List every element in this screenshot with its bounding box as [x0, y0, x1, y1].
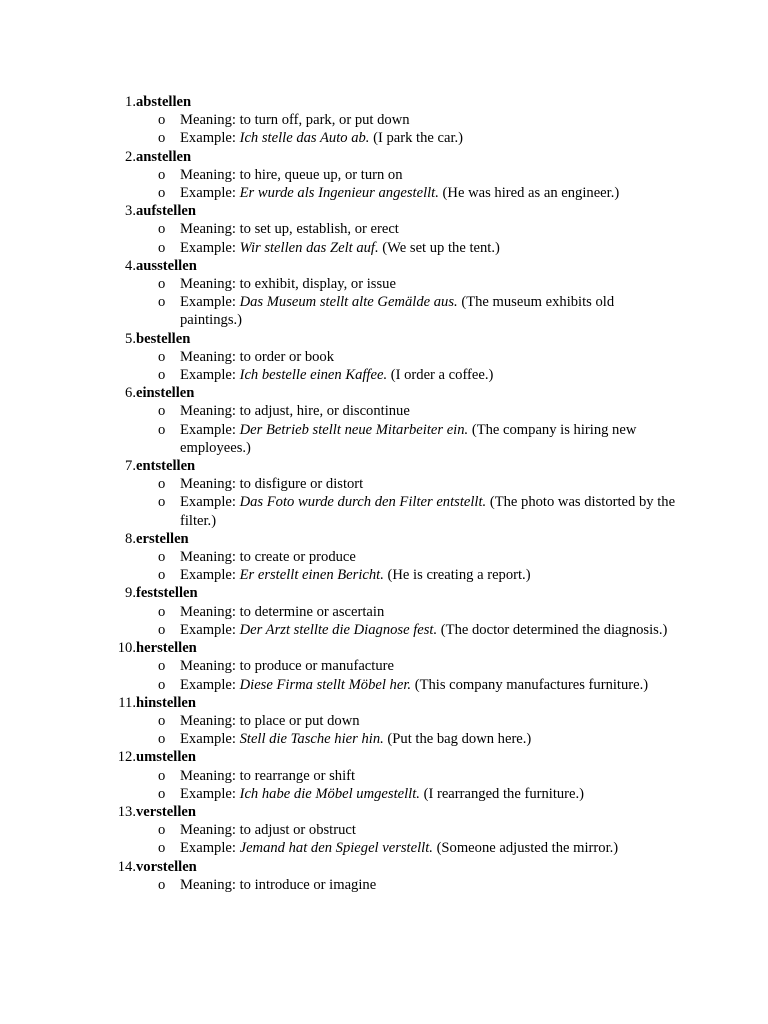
item-number: 6.	[125, 385, 136, 402]
list-item	[96, 639, 676, 694]
bullet-icon: o	[158, 494, 166, 511]
bullet-icon: o	[158, 294, 166, 311]
bullet-icon: o	[158, 166, 166, 183]
verb-word: feststellen	[136, 585, 198, 602]
sub-list	[96, 402, 676, 457]
sub-list	[96, 111, 676, 147]
bullet-icon: o	[158, 731, 166, 748]
meaning-item: o Meaning: to place or put down	[158, 712, 360, 729]
example-item: o Example: Das Museum stellt alte Gemälde aus. (The museum exhibits old paintings.)	[158, 294, 615, 329]
bullet-icon: o	[158, 785, 166, 802]
example-item: o Example: Wir stellen das Zelt auf. (We set up the tent.)	[158, 239, 500, 256]
bullet-icon: o	[158, 221, 166, 238]
meaning-item: o Meaning: to exhibit, display, or issue	[158, 276, 396, 293]
sub-list	[96, 548, 676, 584]
verb-word: vorstellen	[136, 858, 197, 875]
list-item	[96, 694, 676, 749]
bullet-icon: o	[158, 712, 166, 729]
example-item: o Example: Diese Firma stellt Möbel her. (This company manufactures furniture.)	[158, 676, 649, 693]
verb-word: erstellen	[136, 530, 189, 547]
list-item	[96, 584, 676, 639]
bullet-icon: o	[158, 403, 166, 420]
verb-word: abstellen	[136, 94, 192, 110]
item-number: 8.	[125, 530, 136, 547]
list-item	[96, 858, 676, 894]
example-item: o Example: Ich bestelle einen Kaffee. (I order a coffee.)	[158, 367, 494, 384]
example-item: o Example: Ich stelle das Auto ab. (I park the car.)	[158, 130, 464, 147]
item-number: 1.	[125, 94, 136, 110]
sub-list	[96, 767, 676, 803]
item-number: 2.	[125, 148, 136, 165]
bullet-icon: o	[158, 621, 166, 638]
item-number: 3.	[125, 203, 136, 220]
example-item: o Example: Das Foto wurde durch den Filter entstellt. (The photo was distorted by the filter.)	[158, 494, 676, 529]
item-number: 12.	[117, 749, 136, 766]
meaning-item: o Meaning: to produce or manufacture	[158, 658, 394, 675]
bullet-icon: o	[158, 421, 166, 438]
verb-word: aufstellen	[136, 203, 196, 220]
list-item	[96, 748, 676, 803]
example-item: o Example: Ich habe die Möbel umgestellt. (I rearranged the furniture.)	[158, 785, 585, 802]
bullet-icon: o	[158, 367, 166, 384]
example-item: o Example: Er wurde als Ingenieur angestellt. (He was hired as an engineer.)	[158, 185, 620, 202]
sub-list	[96, 275, 676, 330]
list-item	[96, 257, 676, 330]
bullet-icon: o	[158, 185, 166, 202]
list-item	[96, 93, 676, 148]
item-number: 10.	[117, 640, 136, 657]
meaning-item: o Meaning: to introduce or imagine	[158, 876, 377, 893]
meaning-item: o Meaning: to order or book	[158, 348, 335, 365]
meaning-item: o Meaning: to turn off, park, or put down	[158, 112, 410, 129]
sub-list	[96, 876, 676, 894]
item-number: 11.	[118, 694, 136, 711]
sub-list	[96, 821, 676, 857]
example-item: o Example: Der Betrieb stellt neue Mitarbeiter ein. (The company is hiring new employees.)	[158, 421, 637, 456]
item-number: 7.	[125, 458, 136, 475]
bullet-icon: o	[158, 840, 166, 857]
list-item	[96, 803, 676, 858]
example-item: o Example: Er erstellt einen Bericht. (He is creating a report.)	[158, 567, 531, 584]
bullet-icon: o	[158, 567, 166, 584]
bullet-icon: o	[158, 348, 166, 365]
meaning-item: o Meaning: to create or produce	[158, 549, 356, 566]
bullet-icon: o	[158, 658, 166, 675]
verb-word: bestellen	[136, 330, 191, 347]
list-item	[96, 457, 676, 530]
meaning-item: o Meaning: to determine or ascertain	[158, 603, 385, 620]
sub-list	[96, 712, 676, 748]
meaning-item: o Meaning: to rearrange or shift	[158, 767, 356, 784]
meaning-item: o Meaning: to adjust, hire, or discontinue	[158, 403, 410, 420]
meaning-item: o Meaning: to adjust or obstruct	[158, 822, 356, 839]
meaning-item: o Meaning: to set up, establish, or erect	[158, 221, 399, 238]
sub-list	[96, 657, 676, 693]
bullet-icon: o	[158, 112, 166, 129]
bullet-icon: o	[158, 476, 166, 493]
list-item	[96, 148, 676, 203]
bullet-icon: o	[158, 130, 166, 147]
meaning-item: o Meaning: to disfigure or distort	[158, 476, 364, 493]
example-item: o Example: Jemand hat den Spiegel verstellt. (Someone adjusted the mirror.)	[158, 840, 619, 857]
sub-list	[96, 603, 676, 639]
verb-word: herstellen	[136, 640, 197, 657]
bullet-icon: o	[158, 767, 166, 784]
list-item	[96, 202, 676, 257]
item-number: 14.	[117, 858, 136, 875]
item-number: 13.	[117, 803, 136, 820]
bullet-icon: o	[158, 239, 166, 256]
example-item: o Example: Stell die Tasche hier hin. (Put the bag down here.)	[158, 731, 532, 748]
item-number: 5.	[125, 330, 136, 347]
sub-list	[96, 475, 676, 530]
verb-word: ausstellen	[136, 257, 197, 274]
verb-word: entstellen	[136, 458, 196, 475]
bullet-icon: o	[158, 822, 166, 839]
sub-list	[96, 220, 676, 256]
item-number: 4.	[125, 257, 136, 274]
vocabulary-list	[96, 93, 676, 894]
example-item: o Example: Der Arzt stellte die Diagnose fest. (The doctor determined the diagnosis.)	[158, 621, 668, 638]
verb-word: anstellen	[136, 148, 192, 165]
verb-word: verstellen	[136, 803, 196, 820]
list-item	[96, 330, 676, 385]
bullet-icon: o	[158, 549, 166, 566]
verb-word: einstellen	[136, 385, 195, 402]
list-item	[96, 384, 676, 457]
bullet-icon: o	[158, 876, 166, 893]
bullet-icon: o	[158, 603, 166, 620]
verb-word: umstellen	[136, 749, 196, 766]
sub-list	[96, 348, 676, 384]
sub-list	[96, 166, 676, 202]
bullet-icon: o	[158, 276, 166, 293]
meaning-item: o Meaning: to hire, queue up, or turn on	[158, 166, 403, 183]
list-item	[96, 530, 676, 585]
verb-word: hinstellen	[136, 694, 197, 711]
bullet-icon: o	[158, 676, 166, 693]
item-number: 9.	[125, 585, 136, 602]
